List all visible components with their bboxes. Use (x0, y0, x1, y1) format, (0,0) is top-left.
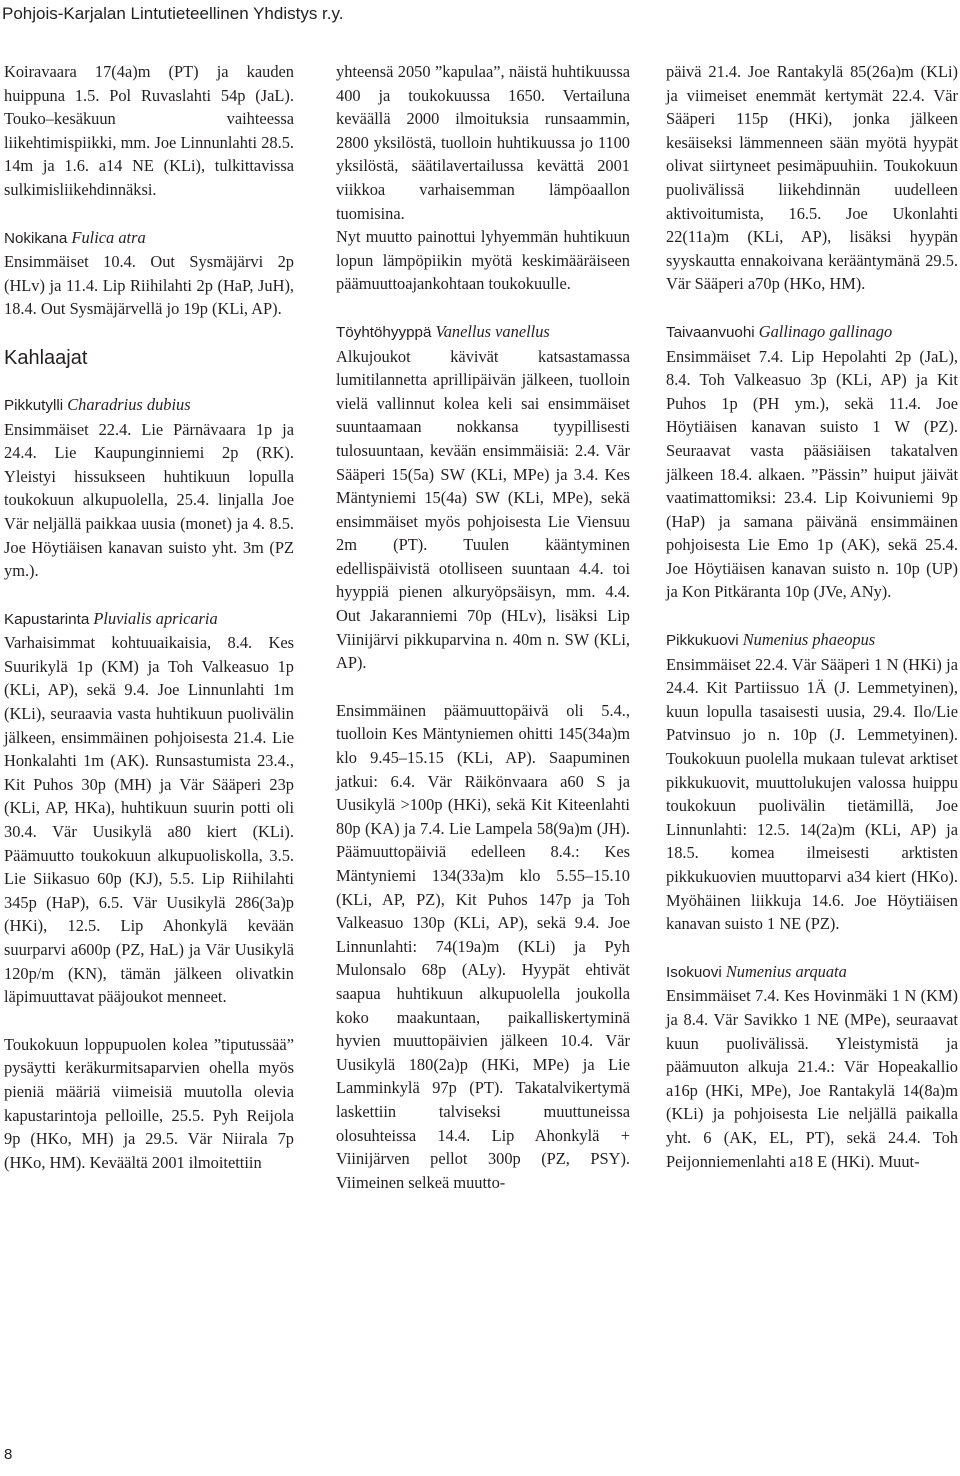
species-text: Ensimmäiset 10.4. Out Sysmäjärvi 2p (HLv) ja 11.4. Lip Riihilahti 2p (HaP, JuH), 18.4. Out Sysmäjärvellä jo 19p (KLi, AP). (4, 252, 294, 319)
species-heading (4, 226, 294, 251)
species-heading (336, 320, 630, 345)
column-2-paragraph: Ensimmäinen päämuuttopäivä oli 5.4., tuolloin Kes Mäntyniemen ohitti 145(34a)m klo 9.45–15.15 (KLi, AP). Saapuminen jatkui: 6.4. Vär Räikönvaara a60 S ja Uusikylä >100p (HKi), sekä Kit Kiteenlahti 80p (KA) ja 7.4. Lie Lampela 58(9a)m (JH). Päämuuttopäiviä edelleen 8.4.: Kes Mäntyniemi 134(33a)m klo 5.55–15.10 (KLi, AP, PZ), Kit Puhos 147p ja Toh Valkeasuo 130p (KLi, AP), sekä 9.4. Joe Linnunlahti: 74(19a)m (KLi) ja Pyh Mulonsalo 68p (ALy). Hyypät ehtivät saapua huhtikuun alkupuolella joukolla koko maakuntaan, paikalliskertyminä hyvien muuttopäivien jälkeen 10.4. Vär Uusikylä 180(2a)p (HKi, MPe) ja Lie Lamminkylä 97p (PT). Takatalvikertymä laskettiin talviseksi muuttuneissa olosuhteissa 14.4. Lip Ahonkylä + Viinijärven pellot 300p (PZ, PSY). Viimeinen selkeä muutto- (336, 700, 630, 1192)
entry-kapustarinta (4, 607, 294, 1009)
species-scientific-name: Gallinago gallinago (758, 321, 893, 341)
species-name: Nokikana (4, 229, 68, 247)
entry-pikkukuovi (666, 628, 958, 936)
species-heading (4, 393, 294, 418)
species-text: Ensimmäiset 22.4. Vär Sääperi 1 N (HKi) ja 24.4. Kit Partiissuo 1Ä (J. Lemmetyinen), kuun lopulla tasaisesti uusia, 29.4. Ilo/Lie Patvinsuo jo n. 10p (J. Lemmetyinen). Toukokuun puolella mukaan tulevat arktiset pikkukuovit, muuttolukujen valossa huippu toukokuun puolivälin tietämillä, Joe Linnunlahti: 12.5. 14(2a)m (KLi, AP) ja 18.5. komea ilmeisesti arktisten pikkukuovien muuttoparvi a34 kiert (HKo). Myöhäinen liikkuja 14.6. Joe Höytiäisen kanavan suisto 1 NE (PZ). (666, 654, 958, 934)
species-text: Ensimmäiset 7.4. Kes Hovinmäki 1 N (KM) ja 8.4. Vär Savikko 1 NE (MPe), seuraavat kuun puolivälissä. Yleistymistä ja päämuuton alkuja 21.4.: Vär Hopeakallio a16p (HKi, MPe), Joe Rantakylä 14(8a)m (KLi) ja pohjoisesta Lie neljällä paikalla yht. 6 (AK, EL, PT), sekä 24.4. Toh Peijonniemenlahti a18 E (HKi). Muut- (666, 986, 958, 1171)
page-header (0, 0, 960, 34)
column-1-intro: Koiravaara 17(4a)m (PT) ja kauden huippuna 1.5. Pol Ruvaslahti 54p (JaL). Touko–kesäkuun vaihteessa liikehtimispiikki, mm. Joe Linnunlahti 28.5. 14m ja 1.6. a14 NE (KLi), tulkittavissa sulkimisliikehdinnäksi. (4, 62, 294, 199)
species-scientific-name: Pluvialis apricaria (93, 608, 218, 628)
species-text: Alkujoukot kävivät katsastamassa lumitilannetta aprillipäivän jälkeen, tuolloin vielä vallinnut kolea keli sai ensimmäiset suuntaamaan nokkansa tyypillisesti tulosuuntaan, kevään ensimmäisiä: 2.4. Vär Sääperi 15(5a) SW (KLi, MPe) ja 3.4. Kes Mäntyniemi 15(4a) SW (KLi, MPe), sekä ensimmäiset myös pohjoisesta Lie Viensuu 2m (PT). Tuulen kääntyminen edellispäivistä otolliseen suuntaan 4.4. toi hyyppiä pienen alkuryöpsäisyn, mm. 4.4. Out Jakaranniemi 70p (HLv), lisäksi Lip Viinijärvi pikkuparvina n. 40m n. SW (KLi, AP). (336, 346, 630, 673)
species-name: Taivaanvuohi (666, 323, 755, 341)
species-heading (666, 628, 958, 653)
species-scientific-name: Fulica atra (71, 227, 146, 247)
header-title: Pohjois-Karjalan Lintutieteellinen Yhdistys r.y. (2, 4, 344, 23)
species-scientific-name: Vanellus vanellus (435, 321, 550, 341)
column-2-intro-1: yhteensä 2050 ”kapulaa”, näistä huhtikuussa 400 ja toukokuussa 1650. Vertailuna keväällä 2000 ilmoituksia runsaammin, 2800 yksilöstä, tuolloin huhtikuussa jo 1100 yksilöstä, säätilavertailussa kevättä 2001 viikkoa varhaisemman lämpöaallon tuomisina. (336, 62, 630, 223)
entry-pikkutylli (4, 393, 294, 583)
species-heading (666, 960, 958, 985)
column-2 (336, 60, 630, 1194)
entry-toyhtohyyppa (336, 320, 630, 675)
section-heading: Kahlaajat (4, 346, 88, 369)
species-heading (4, 607, 294, 632)
column-3 (666, 60, 958, 1197)
species-name: Töyhtöhyyppä (336, 323, 432, 341)
species-scientific-name: Charadrius dubius (67, 394, 191, 414)
entry-taivaanvuohi (666, 320, 958, 604)
column-1 (4, 60, 294, 1174)
species-scientific-name: Numenius phaeopus (742, 630, 876, 650)
species-name: Kapustarinta (4, 610, 90, 628)
species-name: Isokuovi (666, 963, 722, 981)
species-text: Ensimmäiset 7.4. Lip Hepolahti 2p (JaL), 8.4. Toh Valkeasuo 3p (KLi, AP) ja Kit Puhos 1p (PH ym.), sekä 11.4. Joe Höytiäisen kanavan suisto 1 W (PZ). Seuraavat vasta pääsiäisen takatalven jälkeen 18.4. alkaen. ”Pässin” huiput jäivät vaatimattomiksi: 23.4. Lip Koivuniemi 9p (HaP) ja samana päivänä ensimmäinen pohjoisesta Lie Emo 1p (AK), sekä 25.4. Joe Höytiäisen kanavan suisto n. 10p (UP) ja Kon Pitkäranta 10p (JVe, ANy). (666, 346, 958, 602)
column-2-intro-2: Nyt muutto painottui lyhyemmän huhtikuun lopun lämpöpiikin myötä keskimääräiseen päämuuttoajankohtaan toukokuulle. (336, 227, 630, 294)
species-heading (666, 320, 958, 345)
species-text: Ensimmäiset 22.4. Lie Pärnävaara 1p ja 24.4. Lie Kaupunginniemi 2p (RK). Yleistyi hissukseen huhtikuun lopulla toukokuun alkupuolella, 25.4. linjalla Joe Vär neljällä paikkaa uusia (monet) ja 4. 8.5. Joe Höytiäisen kanavan suisto yht. 3m (PZ ym.). (4, 419, 294, 581)
species-name: Pikkukuovi (666, 632, 739, 650)
species-name: Pikkutylli (4, 396, 64, 414)
entry-nokikana (4, 226, 294, 321)
species-text: Varhaisimmat kohtuuaikaisia, 8.4. Kes Suurikylä 1p (KM) ja Toh Valkeasuo 1p (KLi, AP), sekä 9.4. Joe Linnunlahti 1m (KLi), seuraavia vasta huhtikuun puolivälin jälkeen, ensimmäinen pohjoisesta 21.4. Lie Honkalahti 1m (AK). Runsastumista 23.4., Kit Puhos 30p (MH) ja Vär Sääperi 23p (KLi, AP, HKa), huhtikuun suurin potti oli 30.4. Vär Uusikylä a80 kiert (KLi). Päämuutto toukokuun alkupuoliskolla, 3.5. Lie Siikasuo 60p (KJ), 5.5. Lip Riihilahti 345p (HaP), 6.5. Vär Uusikylä 286(3a)p (HKi), 12.5. Lip Ahonkylä kevään suurparvi a600p (PZ, HaL) ja Vär Uusikylä 120p/m (KN), tämän jälkeen olivatkin läpimuuttavat pääjoukot menneet. (4, 633, 294, 1007)
page-number: 8 (4, 1446, 13, 1463)
column-3-intro: päivä 21.4. Joe Rantakylä 85(26a)m (KLi) ja viimeiset enemmät kertymät 22.4. Vär Sääperi 115p (HKi), jonka jälkeen kesäiseksi lämmenneen sään myötä hyypät olivat siirtyneet pesimäpuuhiin. Toukokuun puolivälissä liikehdinnän uudelleen aktivoitumista, 16.5. Joe Ukonlahti 22(11a)m (KLi, AP), lisäksi hyypän syyskautta ennakoivana kerääntymänä 29.5. Vär Sääperi a70p (HKo, HM). (666, 62, 958, 294)
species-scientific-name: Numenius arquata (725, 961, 847, 981)
column-1-closing: Toukokuun loppupuolen kolea ”tiputussää” pysäytti keräkurmitsaparvien ohella myös pieniä määriä viimeisiä muutolla olevia kapustarintoja pelloille, 25.5. Pyh Reijola 9p (HKo, MH) ja 29.5. Vär Niirala 7p (HKo, HM). Keväältä 2001 ilmoitettiin (4, 1034, 294, 1172)
entry-isokuovi (666, 960, 958, 1173)
